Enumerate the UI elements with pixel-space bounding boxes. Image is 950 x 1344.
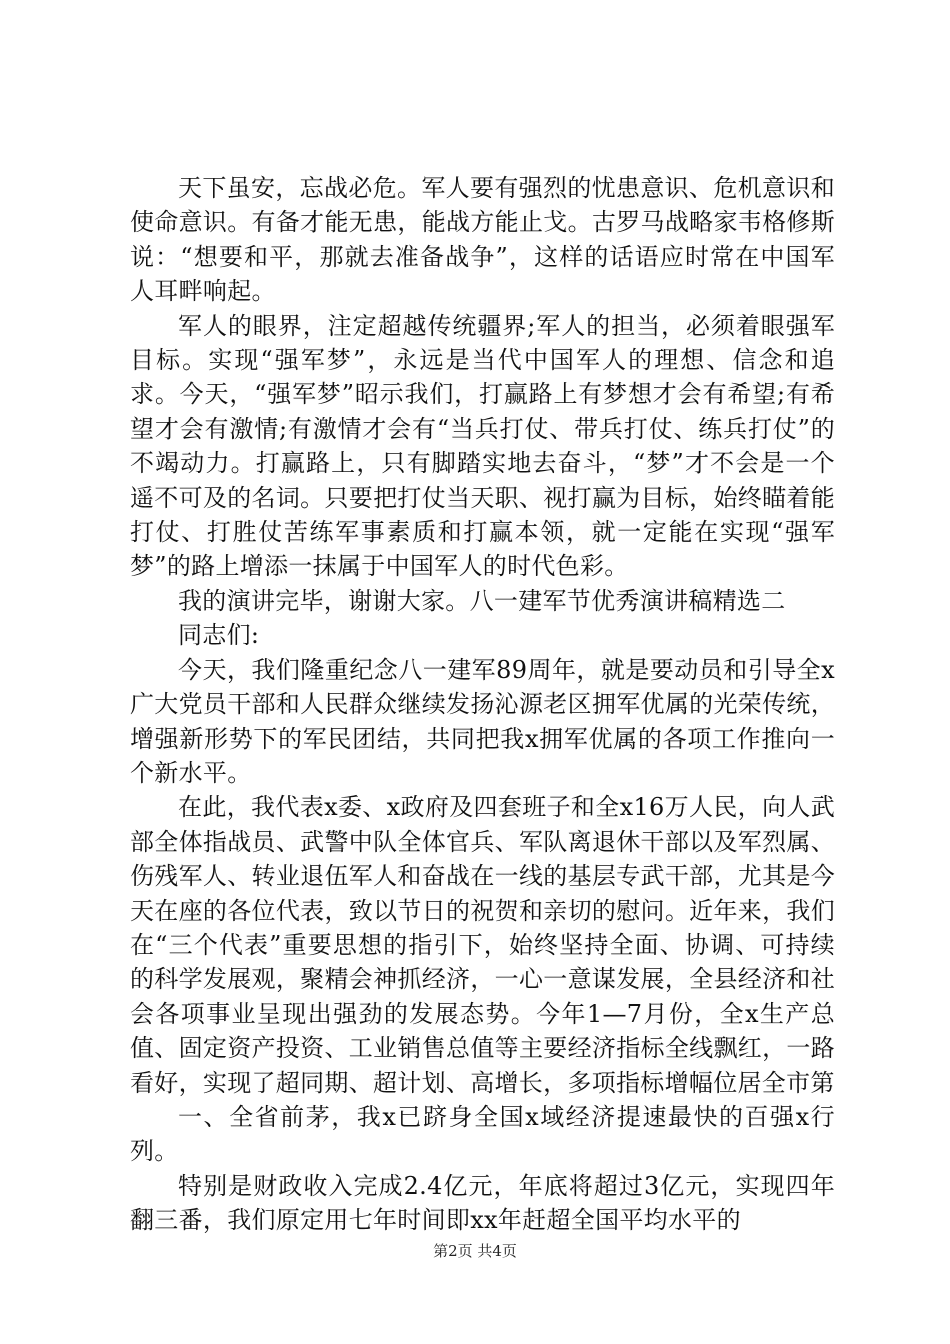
paragraph-7: 一、全省前茅，我x已跻身全国x域经济提速最快的百强x行列。	[130, 1102, 835, 1166]
paragraph-2: 军人的眼界，注定超越传统疆界;军人的担当，必须着眼强军目标。实现“强军梦”，永远是当代中国军人的理想、信念和追求。今天，“强军梦”昭示我们，打赢路上有梦想才会有希望;有希望才会有激情;有激情才会有“当兵打仗、带兵打仗、练兵打仗”的不竭动力。打赢路上，只有脚踏实地去奋斗，“梦”才不会是一个遥不可及的名词。只要把打仗当天职、视打赢为目标，始终瞄着能打仗、打胜仗苦练军事素质和打赢本领，就一定能在实现“强军梦”的路上增添一抹属于中国军人的时代色彩。	[130, 311, 835, 581]
paragraph-1: 天下虽安，忘战必危。军人要有强烈的忧患意识、危机意识和使命意识。有备才能无患，能战方能止戈。古罗马战略家韦格修斯说：“想要和平，那就去准备战争”，这样的话语应时常在中国军人耳畔响起。	[130, 174, 835, 306]
paragraph-5: 今天，我们隆重纪念八一建军89周年，就是要动员和引导全x广大党员干部和人民群众继续发扬沁源老区拥军优属的光荣传统，增强新形势下的军民团结，共同把我x拥军优属的各项工作推向一个新水平。	[130, 655, 835, 787]
document-body	[130, 171, 835, 1238]
paragraph-3: 我的演讲完毕，谢谢大家。八一建军节优秀演讲稿精选二	[178, 586, 786, 615]
page-number-footer: 第2页 共4页	[433, 1242, 517, 1260]
paragraph-6: 在此，我代表x委、x政府及四套班子和全x16万人民，向人武部全体指战员、武警中队全体官兵、军队离退休干部以及军烈属、伤残军人、转业退伍军人和奋战在一线的基层专武干部，尤其是今天在座的各位代表，致以节日的祝贺和亲切的慰问。近年来，我们在“三个代表”重要思想的指引下，始终坚持全面、协调、可持续的科学发展观，聚精会神抓经济，一心一意谋发展，全县经济和社会各项事业呈现出强劲的发展态势。今年1—7月份，全x生产总值、固定资产投资、工业销售总值等主要经济指标全线飘红，一路看好，实现了超同期、超计划、高增长，多项指标增幅位居全市第	[130, 793, 835, 1097]
paragraph-8: 特别是财政收入完成2.4亿元，年底将超过3亿元，实现四年翻三番，我们原定用七年时间即xx年赶超全国平均水平的	[130, 1171, 835, 1235]
paragraph-4: 同志们:	[178, 621, 260, 650]
